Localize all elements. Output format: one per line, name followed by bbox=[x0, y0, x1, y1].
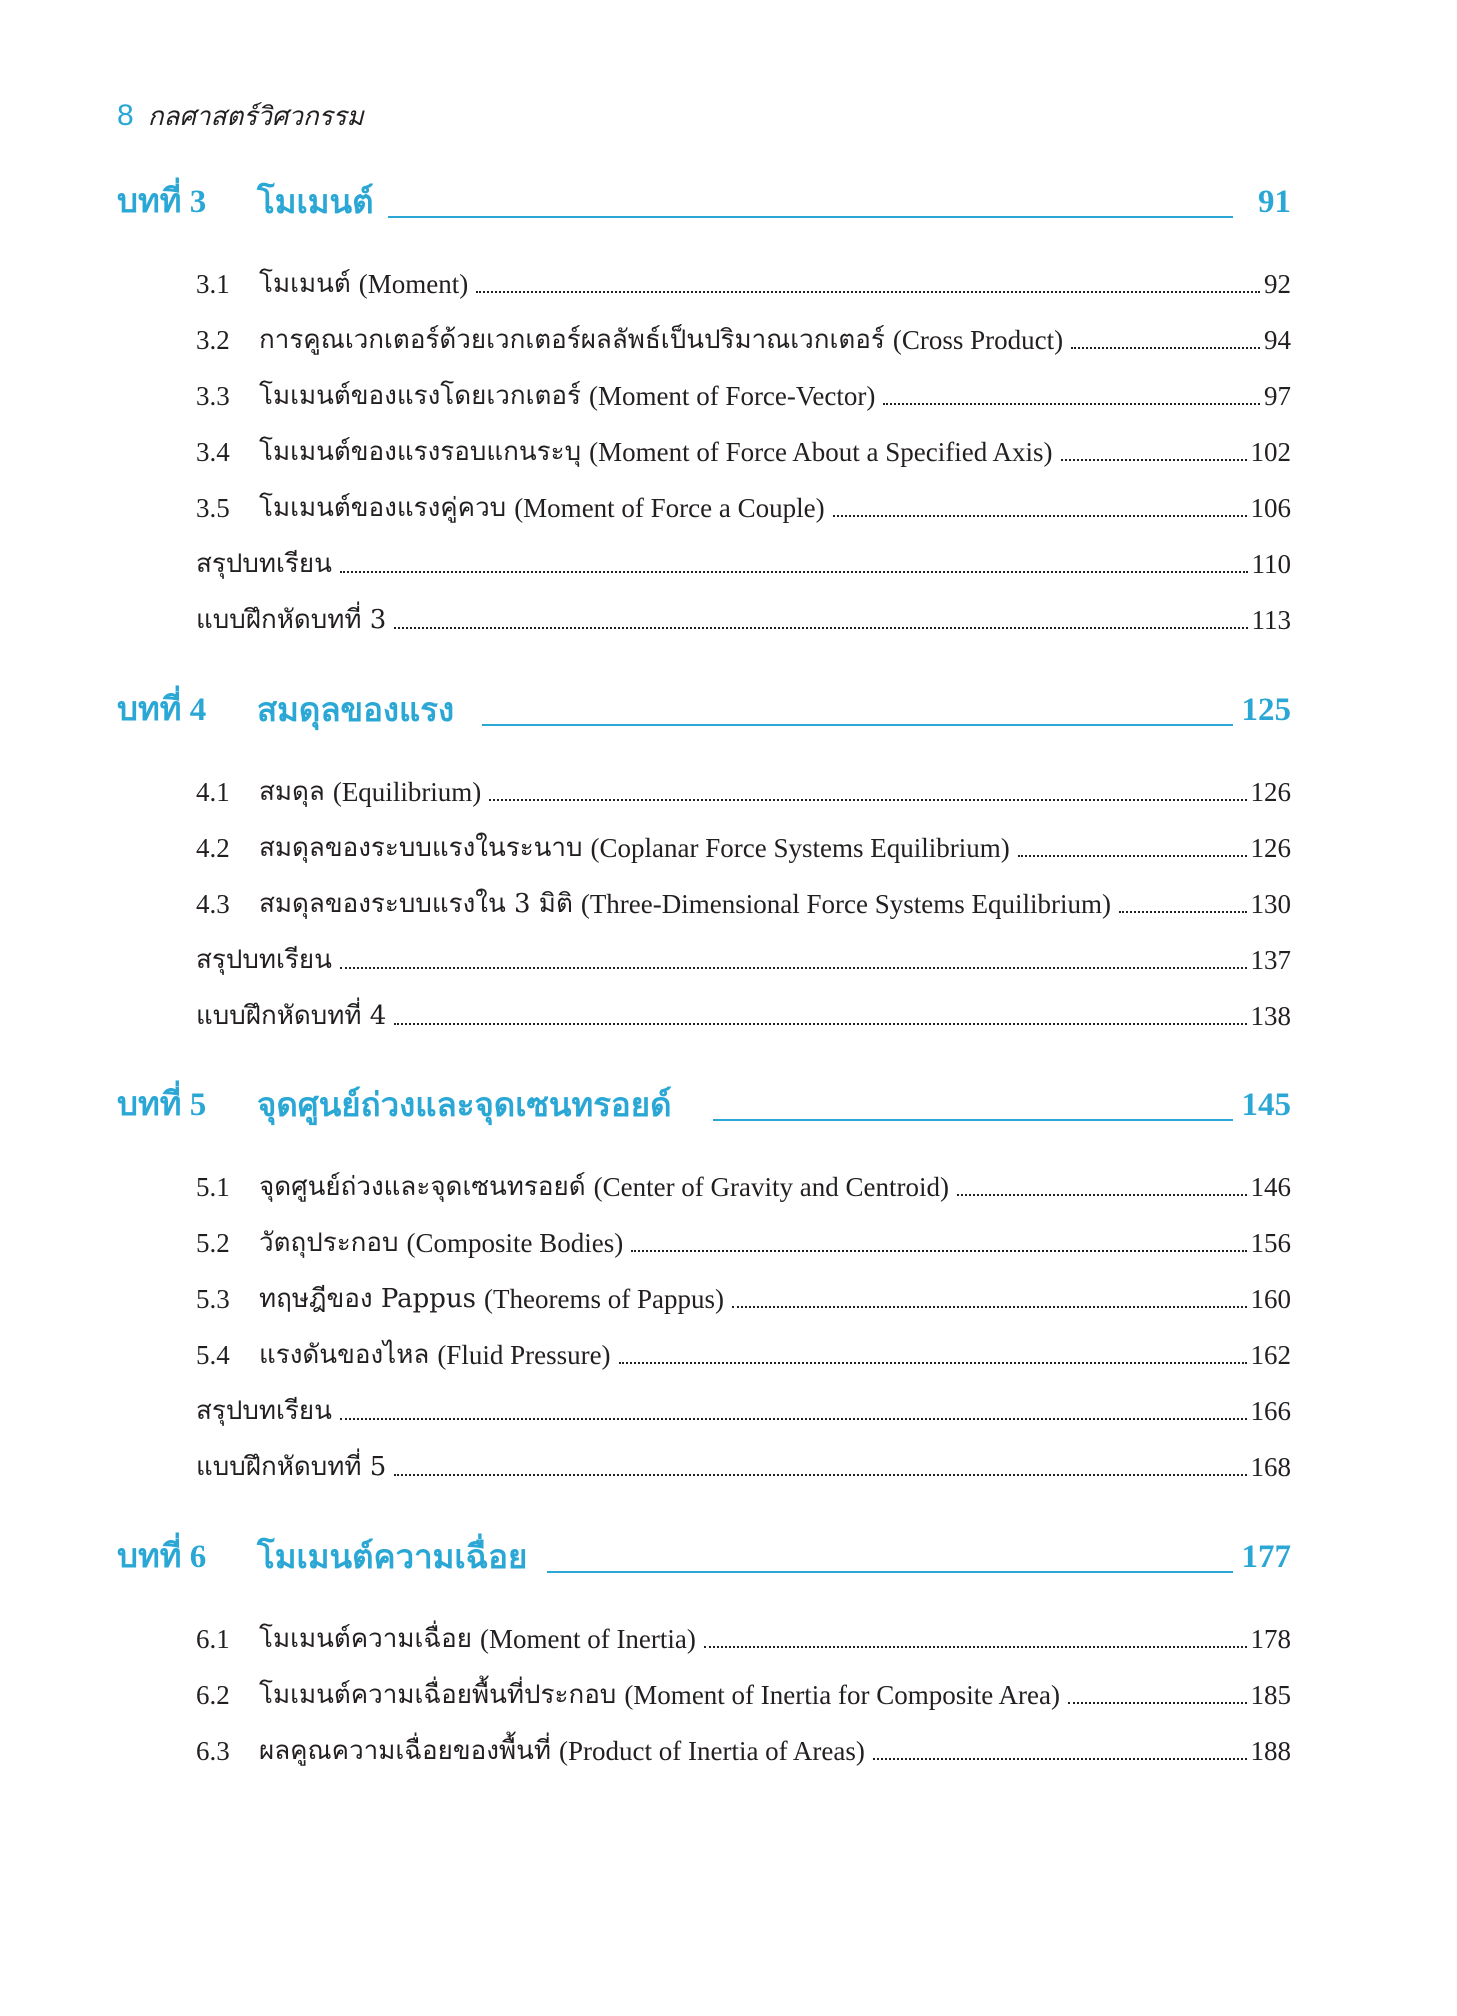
toc-entry-4-1[interactable] bbox=[196, 770, 1291, 810]
entry-title-en: (Moment of Force a Couple) bbox=[514, 493, 825, 523]
chapter-title: โมเมนต์ความเฉื่อย bbox=[257, 1537, 528, 1576]
entry-page: 94 bbox=[1264, 325, 1291, 355]
dot-leader bbox=[394, 1473, 1246, 1476]
entry-title-th: โมเมนต์ความเฉื่อยพื้นที่ประกอบ bbox=[259, 1680, 617, 1710]
entry-title-th: โมเมนต์ของแรงโดยเวกเตอร์ bbox=[259, 381, 581, 411]
entry-page: 146 bbox=[1250, 1172, 1291, 1202]
entry-title-en: (Moment of Inertia) bbox=[479, 1624, 696, 1654]
entry-page: 138 bbox=[1250, 1001, 1291, 1031]
chapter-title: โมเมนต์ bbox=[257, 182, 374, 221]
dot-leader bbox=[873, 1757, 1247, 1760]
entry-page: 162 bbox=[1250, 1340, 1291, 1370]
entry-title-en: (Theorems of Pappus) bbox=[484, 1284, 724, 1314]
dot-leader bbox=[476, 290, 1260, 293]
dot-leader bbox=[833, 514, 1247, 517]
entry-title-th: สรุปบทเรียน bbox=[196, 945, 332, 975]
toc-entry-6-3[interactable] bbox=[196, 1729, 1291, 1769]
entry-page: 130 bbox=[1250, 889, 1291, 919]
dot-leader bbox=[489, 798, 1246, 801]
entry-title-th: สรุปบทเรียน bbox=[196, 1396, 332, 1426]
entry-page: 126 bbox=[1250, 777, 1291, 807]
dot-leader bbox=[340, 570, 1248, 573]
toc-entry-5-2[interactable] bbox=[196, 1221, 1291, 1261]
entry-number: 5.2 bbox=[196, 1228, 230, 1258]
dot-leader bbox=[732, 1305, 1247, 1308]
entry-page: 160 bbox=[1250, 1284, 1291, 1314]
entry-title-en: (Coplanar Force Systems Equilibrium) bbox=[590, 833, 1010, 863]
chapter-rule bbox=[388, 216, 1233, 218]
chapter-page: 177 bbox=[1241, 1539, 1291, 1575]
entry-number: 6.2 bbox=[196, 1680, 230, 1710]
entry-title-en: (Product of Inertia of Areas) bbox=[559, 1736, 865, 1766]
entry-title-th: วัตถุประกอบ bbox=[259, 1228, 399, 1258]
dot-leader bbox=[340, 1417, 1247, 1420]
dot-leader bbox=[957, 1193, 1247, 1196]
entry-page: 166 bbox=[1250, 1396, 1291, 1426]
entry-title-en: (Moment of Inertia for Composite Area) bbox=[624, 1680, 1060, 1710]
entry-title-th: แบบฝึกหัดบทที่ 5 bbox=[196, 1452, 387, 1482]
entry-page: 156 bbox=[1250, 1228, 1291, 1258]
running-header bbox=[117, 98, 364, 135]
entry-title-th: โมเมนต์ของแรงรอบแกนระบุ bbox=[259, 437, 582, 467]
entry-title-th: การคูณเวกเตอร์ด้วยเวกเตอร์ผลลัพธ์เป็นปริมาณเวกเตอร์ bbox=[259, 325, 885, 355]
chapter-heading-5[interactable] bbox=[117, 1083, 1291, 1133]
toc-entry-6-2[interactable] bbox=[196, 1673, 1291, 1713]
entry-title-th: แบบฝึกหัดบทที่ 3 bbox=[196, 605, 387, 635]
entry-page: 178 bbox=[1250, 1624, 1291, 1654]
entry-number: 3.1 bbox=[196, 269, 230, 299]
entry-page: 106 bbox=[1250, 493, 1291, 523]
entry-title-th: จุดศูนย์ถ่วงและจุดเซนทรอยด์ bbox=[259, 1172, 586, 1202]
entry-title-th: ทฤษฎีของ Pappus bbox=[259, 1284, 477, 1314]
toc-entry-4-exercise[interactable] bbox=[196, 994, 1291, 1034]
entry-number: 5.1 bbox=[196, 1172, 230, 1202]
entry-number: 6.1 bbox=[196, 1624, 230, 1654]
dot-leader bbox=[394, 626, 1247, 629]
chapter-heading-4[interactable] bbox=[117, 688, 1291, 738]
entry-page: 92 bbox=[1264, 269, 1291, 299]
toc-entry-5-summary[interactable] bbox=[196, 1389, 1291, 1429]
entry-number: 3.4 bbox=[196, 437, 230, 467]
toc-entry-5-3[interactable] bbox=[196, 1277, 1291, 1317]
entry-title-en: (Equilibrium) bbox=[332, 777, 482, 807]
entry-title-th: แรงดันของไหล bbox=[259, 1340, 430, 1370]
dot-leader bbox=[1061, 458, 1247, 461]
entry-title-en: (Composite Bodies) bbox=[406, 1228, 624, 1258]
toc-entry-5-exercise[interactable] bbox=[196, 1445, 1291, 1485]
entry-title-th: สมดุลของระบบแรงใน 3 มิติ bbox=[259, 889, 573, 919]
book-title: กลศาสตร์วิศวกรรม bbox=[147, 102, 364, 132]
dot-leader bbox=[1071, 346, 1260, 349]
entry-page: 102 bbox=[1250, 437, 1291, 467]
chapter-heading-3[interactable] bbox=[117, 180, 1291, 230]
entry-title-en: (Fluid Pressure) bbox=[437, 1340, 611, 1370]
entry-title-th: โมเมนต์ของแรงคู่ควบ bbox=[259, 493, 507, 523]
entry-number: 3.3 bbox=[196, 381, 230, 411]
dot-leader bbox=[1119, 910, 1247, 913]
chapter-page: 125 bbox=[1241, 692, 1291, 728]
dot-leader bbox=[631, 1249, 1246, 1252]
entry-page: 168 bbox=[1250, 1452, 1291, 1482]
dot-leader bbox=[340, 966, 1247, 969]
chapter-label: บทที่ 4 bbox=[117, 692, 207, 728]
entry-title-en: (Cross Product) bbox=[892, 325, 1064, 355]
dot-leader bbox=[883, 402, 1260, 405]
dot-leader bbox=[704, 1645, 1247, 1648]
entry-number: 3.5 bbox=[196, 493, 230, 523]
entry-title-th: ผลคูณความเฉื่อยของพื้นที่ bbox=[259, 1736, 551, 1766]
chapter-page: 91 bbox=[1258, 184, 1291, 220]
entry-number: 4.1 bbox=[196, 777, 230, 807]
toc-entry-4-2[interactable] bbox=[196, 826, 1291, 866]
entry-title-th: โมเมนต์ความเฉื่อย bbox=[259, 1624, 472, 1654]
dot-leader bbox=[1018, 854, 1247, 857]
entry-page: 185 bbox=[1250, 1680, 1291, 1710]
entry-title-th: สมดุลของระบบแรงในระนาบ bbox=[259, 833, 583, 863]
toc-entry-3-5[interactable] bbox=[196, 486, 1291, 526]
toc-entry-3-summary[interactable] bbox=[196, 542, 1291, 582]
entry-page: 97 bbox=[1264, 381, 1291, 411]
chapter-label: บทที่ 6 bbox=[117, 1539, 207, 1575]
chapter-heading-6[interactable] bbox=[117, 1535, 1291, 1585]
chapter-rule bbox=[713, 1119, 1233, 1121]
chapter-title: สมดุลของแรง bbox=[257, 690, 455, 729]
entry-title-en: (Center of Gravity and Centroid) bbox=[593, 1172, 949, 1202]
entry-title-en: (Moment of Force-Vector) bbox=[588, 381, 876, 411]
toc-entry-3-3[interactable] bbox=[196, 374, 1291, 414]
chapter-label: บทที่ 3 bbox=[117, 184, 207, 220]
entry-title-th: สมดุล bbox=[259, 777, 325, 807]
dot-leader bbox=[619, 1361, 1247, 1364]
dot-leader bbox=[1068, 1701, 1247, 1704]
entry-page: 137 bbox=[1250, 945, 1291, 975]
entry-title-th: แบบฝึกหัดบทที่ 4 bbox=[196, 1001, 387, 1031]
toc-entry-3-exercise[interactable] bbox=[196, 598, 1291, 638]
toc-entry-5-1[interactable] bbox=[196, 1165, 1291, 1205]
toc-entry-4-3[interactable] bbox=[196, 882, 1291, 922]
chapter-label: บทที่ 5 bbox=[117, 1087, 207, 1123]
entry-title-en: (Moment) bbox=[358, 269, 469, 299]
entry-page: 126 bbox=[1250, 833, 1291, 863]
entry-number: 5.3 bbox=[196, 1284, 230, 1314]
toc-entry-3-4[interactable] bbox=[196, 430, 1291, 470]
entry-number: 4.2 bbox=[196, 833, 230, 863]
chapter-rule bbox=[482, 724, 1233, 726]
page-number: 8 bbox=[117, 99, 134, 132]
entry-title-th: โมเมนต์ bbox=[259, 269, 351, 299]
toc-entry-4-summary[interactable] bbox=[196, 938, 1291, 978]
toc-entry-3-1[interactable] bbox=[196, 262, 1291, 302]
entry-number: 6.3 bbox=[196, 1736, 230, 1766]
entry-number: 4.3 bbox=[196, 889, 230, 919]
toc-entry-6-1[interactable] bbox=[196, 1617, 1291, 1657]
entry-number: 5.4 bbox=[196, 1340, 230, 1370]
entry-title-en: (Three-Dimensional Force Systems Equilibrium) bbox=[580, 889, 1111, 919]
toc-entry-5-4[interactable] bbox=[196, 1333, 1291, 1373]
chapter-title: จุดศูนย์ถ่วงและจุดเซนทรอยด์ bbox=[257, 1085, 672, 1124]
toc-entry-3-2[interactable] bbox=[196, 318, 1291, 358]
entry-title-en: (Moment of Force About a Specified Axis) bbox=[589, 437, 1053, 467]
entry-page: 188 bbox=[1250, 1736, 1291, 1766]
entry-number: 3.2 bbox=[196, 325, 230, 355]
entry-page: 110 bbox=[1251, 549, 1291, 579]
chapter-page: 145 bbox=[1241, 1087, 1291, 1123]
dot-leader bbox=[394, 1022, 1246, 1025]
entry-title-th: สรุปบทเรียน bbox=[196, 549, 332, 579]
entry-page: 113 bbox=[1251, 605, 1291, 635]
chapter-rule bbox=[547, 1571, 1233, 1573]
